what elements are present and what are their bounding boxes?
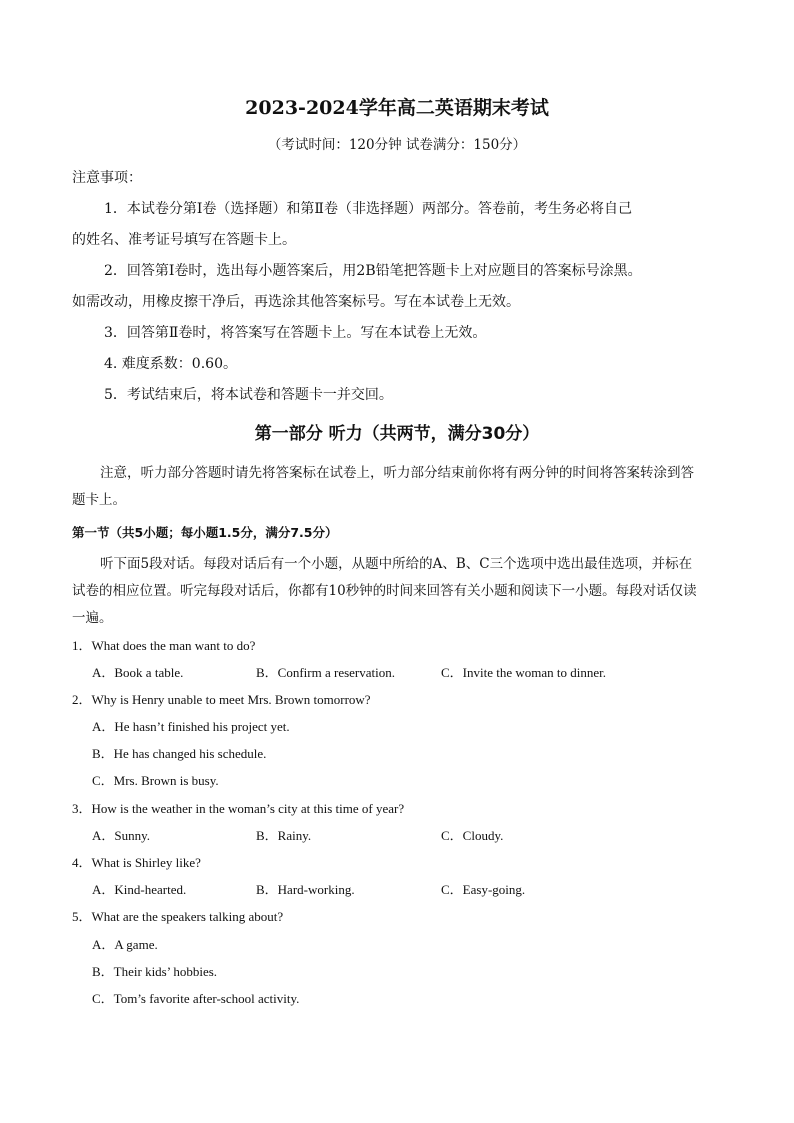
question-4-option-b: B．Hard-working. — [256, 882, 355, 897]
part1-note-line-2: 题卡上。 — [72, 492, 126, 508]
question-5-option-c: C．Tom’s favorite after-school activity. — [92, 991, 300, 1006]
question-1-option-c: C．Invite the woman to dinner. — [441, 665, 607, 680]
exam-title: 2023-2024学年高二英语期末考试 — [245, 97, 549, 119]
question-4-stem: 4．What is Shirley like? — [72, 855, 201, 870]
notes-heading: 注意事项： — [72, 170, 142, 186]
question-5-stem: 5．What are the speakers talking about? — [72, 909, 284, 924]
section1-instructions-line-1: 听下面5段对话。每段对话后有一个小题，从题中所给的A、B、C三个选项中选出最佳选项，并标在 — [100, 556, 693, 572]
part1-note-line-1: 注意，听力部分答题时请先将答案标在试卷上，听力部分结束前你将有两分钟的时间将答案转涂到答 — [100, 465, 694, 481]
question-4-option-a: A．Kind-hearted. — [92, 882, 187, 897]
question-3-option-a: A．Sunny. — [92, 828, 151, 843]
question-1-stem: 1．What does the man want to do? — [72, 638, 256, 653]
note-item-4: 4. 难度系数：0.60。 — [104, 356, 237, 372]
question-5-option-b: B．Their kids’ hobbies. — [92, 964, 218, 979]
question-3-option-b: B．Rainy. — [256, 828, 312, 843]
section1-instructions-line-3: 一遍。 — [72, 610, 113, 626]
note-item-2-line-1: 2．回答第Ⅰ卷时，选出每小题答案后，用2B铅笔把答题卡上对应题目的答案标号涂黑。 — [104, 263, 642, 279]
note-item-1-line-1: 1．本试卷分第Ⅰ卷（选择题）和第Ⅱ卷（非选择题）两部分。答卷前，考生务必将自己 — [104, 201, 632, 217]
question-1-option-b: B．Confirm a reservation. — [256, 665, 395, 680]
question-1-option-a: A．Book a table. — [92, 665, 184, 680]
note-item-1-line-2: 的姓名、准考证号填写在答题卡上。 — [72, 232, 296, 248]
section1-title: 第一节（共5小题；每小题1.5分，满分7.5分） — [72, 525, 338, 540]
note-item-3: 3．回答第Ⅱ卷时，将答案写在答题卡上。写在本试卷上无效。 — [104, 325, 487, 341]
part1-title: 第一部分 听力（共两节，满分30分） — [254, 424, 540, 444]
note-item-2-line-2: 如需改动，用橡皮擦干净后，再选涂其他答案标号。写在本试卷上无效。 — [72, 294, 520, 310]
exam-subtitle: （考试时间：120分钟 试卷满分：150分） — [267, 137, 527, 153]
question-2-option-a: A．He hasn’t finished his project yet. — [92, 719, 290, 734]
note-item-5: 5．考试结束后，将本试卷和答题卡一并交回。 — [104, 387, 393, 403]
question-5-option-a: A．A game. — [92, 937, 158, 952]
question-3-stem: 3．How is the weather in the woman’s city at this time of year? — [72, 801, 405, 816]
question-4-option-c: C．Easy-going. — [441, 882, 526, 897]
question-2-option-b: B．He has changed his schedule. — [92, 746, 267, 761]
question-3-option-c: C．Cloudy. — [441, 828, 504, 843]
question-2-stem: 2．Why is Henry unable to meet Mrs. Brown tomorrow? — [72, 692, 371, 707]
section1-instructions-line-2: 试卷的相应位置。听完每段对话后，你都有10秒钟的时间来回答有关小题和阅读下一小题。每段对话仅读 — [72, 583, 697, 599]
question-2-option-c: C．Mrs. Brown is busy. — [92, 773, 219, 788]
